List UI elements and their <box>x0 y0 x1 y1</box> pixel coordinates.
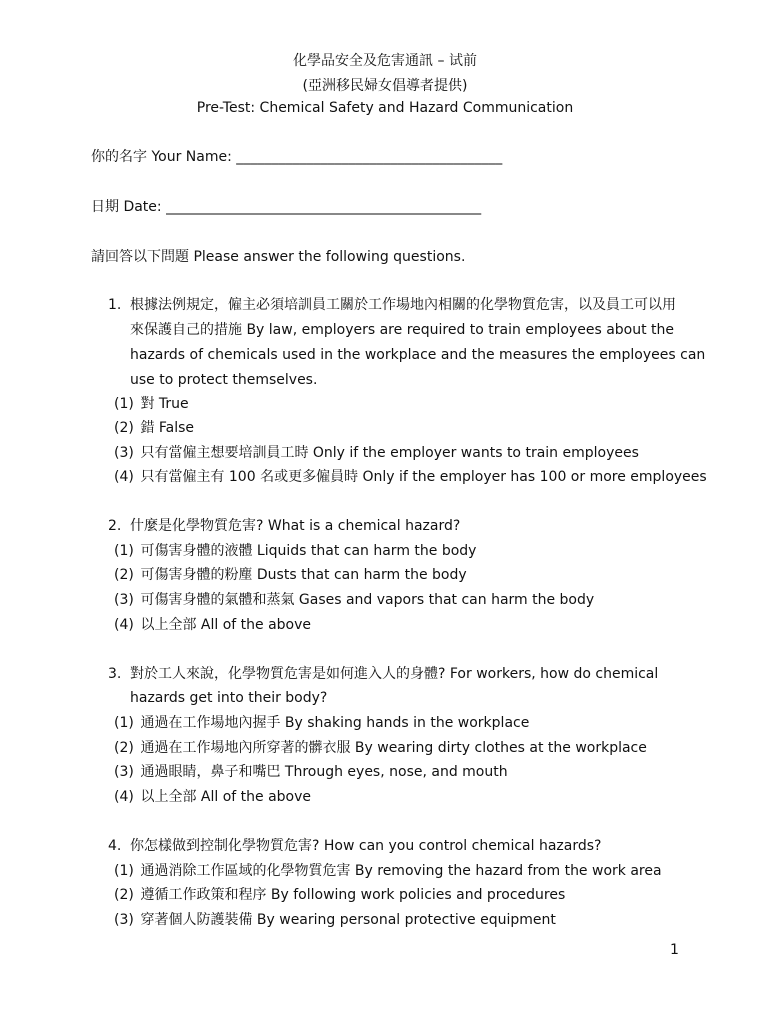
option-item <box>114 713 529 733</box>
option-number: (1) <box>114 396 134 412</box>
option-number: (1) <box>114 715 134 731</box>
option-text: 通過在工作場地內握手 By shaking hands in the workplace <box>140 715 530 731</box>
option-text: 通過在工作場地內所穿著的髒衣服 By wearing dirty clothes at the workplace <box>140 740 647 756</box>
option-item <box>114 861 662 881</box>
option-number: (3) <box>114 912 134 928</box>
date-field: 日期 Date: _____________________________________________ <box>91 199 482 215</box>
question-text-line: 來保護自己的措施 By law, employers are required to train employees about the <box>130 322 675 338</box>
name-field: 你的名字 Your Name: ______________________________________ <box>91 149 503 165</box>
option-number: (1) <box>114 863 134 879</box>
option-item <box>114 762 508 782</box>
option-text: 可傷害身體的氣體和蒸氣 Gases and vapors that can harm the body <box>140 592 595 608</box>
page-number: 1 <box>670 942 679 958</box>
title-zh: 化學品安全及危害通訊 – 试前 <box>293 53 477 69</box>
option-text: 錯 False <box>140 420 195 436</box>
option-text: 只有當僱主有 100 名或更多僱員時 Only if the employer has 100 or more employees <box>140 469 707 485</box>
option-text: 對 True <box>140 396 189 412</box>
title-en: Pre-Test: Chemical Safety and Hazard Communication <box>196 100 574 116</box>
option-item <box>114 738 647 758</box>
option-number: (2) <box>114 420 134 436</box>
option-number: (4) <box>114 617 134 633</box>
option-number: (2) <box>114 887 134 903</box>
option-text: 以上全部 All of the above <box>140 789 312 805</box>
option-item <box>114 541 476 561</box>
option-item <box>114 565 467 585</box>
instructions: 請回答以下問題 Please answer the following questions. <box>91 249 466 265</box>
option-text: 只有當僱主想要培訓員工時 Only if the employer wants to train employees <box>140 445 639 461</box>
question-text-line: 你怎樣做到控制化學物質危害? How can you control chemical hazards? <box>130 838 602 854</box>
question-number: 4. <box>108 838 122 854</box>
provider-zh: (亞洲移民婦女倡導者提供) <box>302 78 468 94</box>
question-text-line: hazards get into their body? <box>130 690 328 706</box>
option-text: 遵循工作政策和程序 By following work policies and procedures <box>140 887 566 903</box>
question-text-line: 什麼是化學物質危害? What is a chemical hazard? <box>130 518 461 534</box>
option-item <box>114 787 311 807</box>
option-item <box>114 885 565 905</box>
option-text: 通過眼睛，鼻子和嘴巴 Through eyes, nose, and mouth <box>140 764 508 780</box>
question-number: 2. <box>108 518 122 534</box>
option-number: (3) <box>114 592 134 608</box>
question-number: 3. <box>108 666 122 682</box>
question-number: 1. <box>108 297 122 313</box>
option-text: 以上全部 All of the above <box>140 617 312 633</box>
option-item <box>114 590 594 610</box>
question-text-line: use to protect themselves. <box>130 372 318 388</box>
option-item <box>114 467 707 487</box>
question-text-line: 根據法例規定，僱主必須培訓員工關於工作場地內相關的化學物質危害，以及員工可以用 <box>130 297 676 313</box>
option-number: (4) <box>114 789 134 805</box>
option-number: (2) <box>114 567 134 583</box>
option-number: (3) <box>114 764 134 780</box>
option-number: (2) <box>114 740 134 756</box>
option-item <box>114 394 189 414</box>
option-number: (1) <box>114 543 134 559</box>
option-text: 可傷害身體的液體 Liquids that can harm the body <box>140 543 477 559</box>
option-item <box>114 615 311 635</box>
option-text: 穿著個人防護裝備 By wearing personal protective equipment <box>140 912 556 928</box>
option-text: 通過消除工作區域的化學物質危害 By removing the hazard from the work area <box>140 863 662 879</box>
question-text-line: 對於工人來說，化學物質危害是如何進入人的身體? For workers, how do chemical <box>130 666 659 682</box>
question-text-line: hazards of chemicals used in the workplace and the measures the employees can <box>130 347 706 363</box>
option-item <box>114 418 194 438</box>
option-text: 可傷害身體的粉塵 Dusts that can harm the body <box>140 567 467 583</box>
option-item <box>114 910 556 930</box>
option-number: (4) <box>114 469 134 485</box>
option-item <box>114 443 639 463</box>
option-number: (3) <box>114 445 134 461</box>
